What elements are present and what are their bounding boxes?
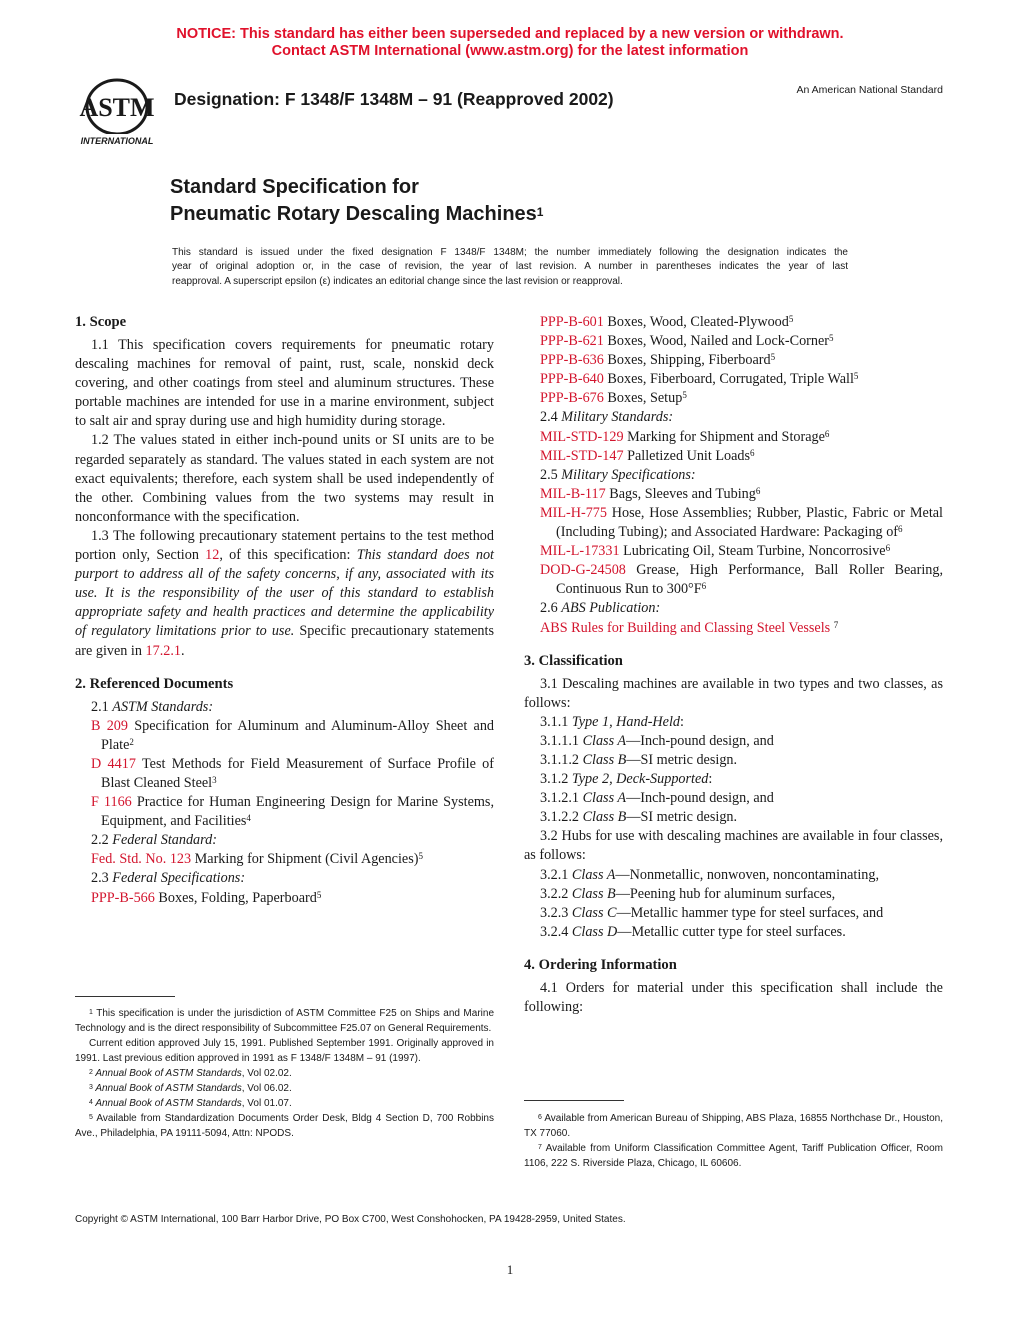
federal-standard-label: 2.2 Federal Standard: [91, 832, 217, 849]
scope-1-2: 1.2 The values stated in either inch-pound units or SI units are to be regarded separately as standard. The values stated in each system are not exact equivalents; therefore, each system shall be used independently of the other. Combining values from the two systems may result in nonconformance with the specification. [75, 432, 494, 525]
footnote-rule-right [524, 1100, 624, 1101]
reference-item: Fed. Std. No. 123 Marking for Shipment (Civil Agencies)$^5$ [91, 851, 423, 868]
referenced-heading: 2. Referenced Documents [75, 675, 234, 692]
federal-specifications-label: 2.3 Federal Specifications: [91, 870, 246, 887]
astm-standards-label: 2.1 ASTM Standards: [91, 698, 214, 715]
reference-item: F 1166 Practice for Human Engineering Design for Marine Systems, Equipment, and Facilities$^4$ [91, 794, 494, 830]
footnote-rule-left [75, 996, 175, 997]
classification-heading: 3. Classification [524, 652, 623, 669]
reference-item: DOD-G-24508 Grease, High Performance, Ball Roller Bearing, Continuous Run to $300^\circ F^6$ [540, 562, 943, 598]
footnote-5: $^5$ Available from Standardization Documents Order Desk, Bldg 4 Section D, 700 Robbins Ave., Philadelphia, PA 19111-5094, Attn: NPODS. [75, 1113, 494, 1139]
title-line-2: Pneumatic Rotary Descaling Machines$^1$ [170, 203, 544, 225]
hub-class-item: 3.2.2 Class B—Peening hub for aluminum surfaces, [540, 885, 836, 902]
reference-code[interactable]: D 4417 [91, 755, 136, 772]
reference-item: PPP-B-640 Boxes, Fiberboard, Corrugated, Triple Wall$^5$ [540, 371, 859, 388]
title-footnote-mark: 1 [536, 205, 544, 219]
reference-code[interactable]: ABS Rules for Building and Classing Steel Vessels [540, 619, 831, 636]
astm-logo [76, 76, 158, 148]
reference-item: PPP-B-636 Boxes, Shipping, Fiberboard$^5$ [540, 352, 776, 369]
footnote-1-edition: Current edition approved July 15, 1991. Published September 1991. Originally approved in 1991. Last previous edition approved in 1991 as F 1348/F 1348M – 91 (1997). [75, 1038, 494, 1064]
ordering-4-1: 4.1 Orders for material under this specification shall include the following: [524, 979, 943, 1015]
reference-item: PPP-B-601 Boxes, Wood, Cleated-Plywood$^5$ [540, 314, 794, 330]
footnote-7: $^7$ Available from Uniform Classification Committee Agent, Tariff Publication Officer, Room 1106, 222 S. Riverside Plaza, Chicago, IL 60606. [524, 1143, 943, 1169]
reference-code[interactable]: MIL-STD-129 [540, 428, 624, 445]
notice-line-2: Contact ASTM International (www.astm.org) for the latest information [271, 43, 749, 59]
footnote-6: $^6$ Available from American Bureau of Shipping, ABS Plaza, 16855 Northchase Dr., Houston, TX 77060. [524, 1113, 943, 1139]
reference-item: PPP-B-621 Boxes, Wood, Nailed and Lock-Corner$^5$ [540, 333, 834, 350]
footnote-4: $^4$ Annual Book of ASTM Standards, Vol 01.07. [89, 1098, 292, 1109]
scope-heading: 1. Scope [75, 314, 127, 330]
classification-3-1: 3.1 Descaling machines are available in two types and two classes, as follows: [524, 675, 943, 711]
reference-code[interactable]: MIL-H-775 [540, 504, 607, 521]
reference-code[interactable]: PPP-B-636 [540, 352, 604, 369]
page-number: 1 [506, 1262, 514, 1277]
classification-3-2: 3.2 Hubs for use with descaling machines are available in four classes, as follows: [524, 828, 943, 864]
logo-subtext: INTERNATIONAL [80, 136, 154, 146]
scope-1-3: 1.3 The following precautionary statement pertains to the test method portion only, Section 12, of this specification: This standard does not purport to address all of the safety concerns, if any, associated with its use. It is the responsibility of the user of this standard to establish appropriate safety and health practices and determine the applicability of regulatory limitations prior to use. Specific precautionary statements are given in 17.2.1. [75, 527, 494, 659]
reference-item: MIL-STD-147 Palletized Unit Loads$^6$ [540, 447, 755, 464]
hub-class-item: 3.2.3 Class C—Metallic hammer type for steel surfaces, and [540, 904, 884, 921]
hub-class-item: 3.2.1 Class A—Nonmetallic, nonwoven, noncontaminating, [540, 866, 880, 883]
classification-item: 3.1.1.1 Class A—Inch-pound design, and [540, 732, 774, 749]
reference-item: MIL-STD-129 Marking for Shipment and Storage$^6$ [540, 428, 830, 445]
reference-code[interactable]: MIL-STD-147 [540, 447, 624, 464]
footnotes-right [524, 1111, 943, 1171]
classification-item: 3.1.2 Type 2, Deck-Supported: [540, 771, 713, 788]
document-title [170, 174, 543, 228]
notice-line-1: NOTICE: This standard has either been superseded and replaced by a new version or withdrawn. [176, 26, 844, 42]
hub-class-item: 3.2.4 Class D—Metallic cutter type for steel surfaces. [540, 923, 846, 940]
reference-item: ABS Rules for Building and Classing Steel Vessels $^7$ [540, 619, 839, 636]
title-line-1: Standard Specification for [170, 176, 419, 198]
classification-item: 3.1.2.2 Class B—SI metric design. [540, 809, 738, 826]
reference-code[interactable]: Fed. Std. No. 123 [91, 851, 192, 868]
logo-text: ASTM [79, 93, 155, 122]
ordering-heading: 4. Ordering Information [524, 956, 677, 973]
reference-code[interactable]: F 1166 [91, 794, 132, 811]
section-17-2-1-link[interactable]: 17.2.1 [145, 642, 181, 659]
reference-item: B 209 Specification for Aluminum and Aluminum-Alloy Sheet and Plate$^2$ [91, 717, 495, 753]
military-specifications-label: 2.5 Military Specifications: [540, 466, 696, 483]
military-standards-label: 2.4 Military Standards: [540, 409, 674, 426]
classification-item: 3.1.1.2 Class B—SI metric design. [540, 751, 738, 768]
reference-code[interactable]: MIL-L-17331 [540, 543, 620, 560]
classification-item: 3.1.1 Type 1, Hand-Held: [540, 713, 684, 730]
reference-code[interactable]: PPP-B-676 [540, 390, 604, 407]
reference-code[interactable]: PPP-B-621 [540, 333, 604, 350]
reference-code[interactable]: MIL-B-117 [540, 485, 606, 502]
classification-item: 3.1.2.1 Class A—Inch-pound design, and [540, 790, 774, 807]
footnotes-left [75, 1006, 494, 1141]
reference-item: PPP-B-676 Boxes, Setup$^5$ [540, 390, 687, 407]
scope-1-1: 1.1 This specification covers requirements for pneumatic rotary descaling machines for removal of paint, rust, scale, nonskid deck covering, and other coatings from steel and aluminum structures. These portable machines are intended for use in a marine environment, subject to salt air and spray during use and high humidity during storage. [75, 337, 494, 430]
reference-code[interactable]: B 209 [91, 717, 128, 734]
section-12-link[interactable]: 12 [205, 547, 220, 564]
reference-code[interactable]: PPP-B-566 [91, 889, 155, 906]
left-column [75, 313, 494, 908]
reference-item: MIL-B-117 Bags, Sleeves and Tubing$^6$ [540, 485, 761, 502]
reference-item: MIL-L-17331 Lubricating Oil, Steam Turbine, Noncorrosive$^6$ [540, 543, 891, 560]
right-column [524, 313, 943, 1017]
reference-code[interactable]: DOD-G-24508 [540, 562, 626, 579]
issued-note: This standard is issued under the fixed designation F 1348/F 1348M; the number immediately following the designation indicates the year of original adoption or, in the case of revision, the year of last revision. A number in parentheses indicates the year of last reapproval. A superscript epsilon (ε) indicates an editorial change since the last revision or reapproval. [172, 247, 848, 287]
reference-item: PPP-B-566 Boxes, Folding, Paperboard$^5$ [91, 889, 322, 906]
astm-logo-mark [78, 80, 156, 146]
copyright: Copyright © ASTM International, 100 Barr Harbor Drive, PO Box C700, West Conshohocken, PA 19428-2959, United States. [75, 1214, 626, 1225]
reference-item: D 4417 Test Methods for Field Measurement of Surface Profile of Blast Cleaned Steel$^3$ [91, 755, 494, 791]
american-national-standard: An American National Standard [796, 84, 943, 96]
reference-item: MIL-H-775 Hose, Hose Assemblies; Rubber, Plastic, Fabric or Metal (Including Tubing); and Associated Hardware: Packaging $of^6$ [540, 504, 943, 541]
abs-publication-label: 2.6 ABS Publication: [540, 600, 661, 617]
footnote-2: $^2$ Annual Book of ASTM Standards, Vol 02.02. [89, 1068, 292, 1079]
footnote-1: $^1$ This specification is under the jurisdiction of ASTM Committee F25 on Ships and Marine Technology and is the direct responsibility of Subcommittee F25.07 on General Requirements. [75, 1008, 494, 1034]
reference-code[interactable]: PPP-B-601 [540, 314, 604, 330]
reference-code[interactable]: PPP-B-640 [540, 371, 604, 388]
designation: Designation: F 1348/F 1348M – 91 (Reapproved 2002) [174, 89, 614, 109]
footnote-3: $^3$ Annual Book of ASTM Standards, Vol 06.02. [89, 1083, 292, 1094]
withdrawal-notice [0, 26, 1020, 60]
